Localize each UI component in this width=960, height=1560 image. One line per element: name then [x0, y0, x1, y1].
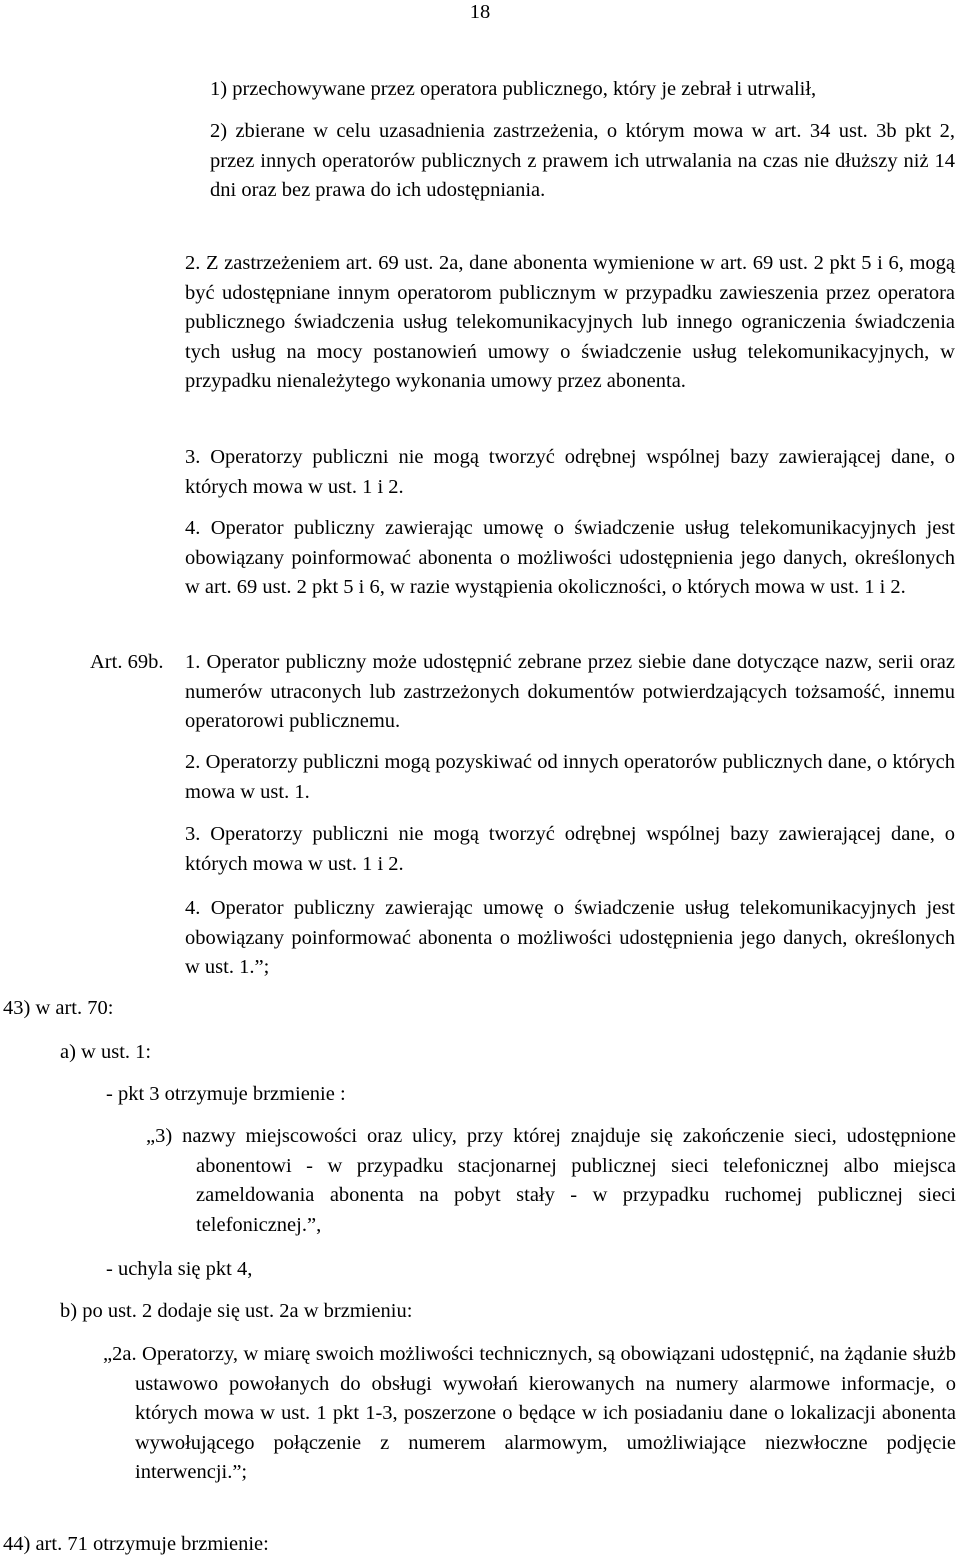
point-44-heading: 44) art. 71 otrzymuje brzmienie: [3, 1533, 269, 1555]
point-43-a-pkt3-heading: - pkt 3 otrzymuje brzmienie : [106, 1083, 346, 1105]
point-43-b-heading: b) po ust. 2 dodaje się ust. 2a w brzmieniu: [60, 1300, 413, 1322]
paragraph-1-item-2: 2) zbierane w celu uzasadnienia zastrzeżenia, o którym mowa w art. 34 ust. 3b pkt 2, przez innych operatorów publicznych z prawem ich utrwalania na czas nie dłuższy niż 14 dni oraz bez prawa do ich udostępniania. [210, 120, 955, 202]
quoted-ust-2a: „2a. Operatorzy, w miarę swoich możliwości technicznych, są obowiązani udostępnić, na żądanie służb ustawowo powołanych do obsługi wywołań kierowanych na numery alarmowe informacje, o których mowa w ust. 1 pkt 1-3, poszerzone o będące w ich posiadaniu dane o lokalizacji abonenta wywołującego połączenie z numerem alarmowym, umożliwiające niezwłoczne podjęcie interwencji.”; [103, 1343, 956, 1484]
point-43-heading: 43) w art. 70: [3, 997, 114, 1019]
paragraph-69a-ust-2-text: 2. Z zastrzeżeniem art. 69 ust. 2a, dane abonenta wymienione w art. 69 ust. 2 pkt 5 i 6, mogą być udostępniane innym operatorom publicznym w przypadku zawieszenia przez operatora publicznego świadczenia usług telekomunikacyjnych lub innego ograniczenia świadczenia tych usług na mocy postanowień umowy o świadczenie usług telekomunikacyjnych, w przypadku nienależytego wykonania umowy przez abonenta. [185, 252, 955, 393]
quoted-pkt-3: „3) nazwy miejscowości oraz ulicy, przy której znajduje się zakończenie sieci, udostępnione abonentowi - w przypadku stacjonarnej publicznej sieci telefonicznej albo miejsca zameldowania abonenta na pobyt stały - w przypadku ruchomej publicznej sieci telefonicznej.”, [146, 1125, 956, 1236]
paragraph-69a-ust-3: 3. Operatorzy publiczni nie mogą tworzyć odrębnej wspólnej bazy zawierającej dane, o których mowa w ust. 1 i 2. [185, 446, 955, 498]
paragraph-1-item-1: 1) przechowywane przez operatora publicznego, który je zebrał i utrwalił, [210, 78, 817, 100]
paragraph-69a-ust-4: 4. Operator publiczny zawierając umowę o świadczenie usług telekomunikacyjnych jest obowiązany poinformować abonenta o możliwości udostępnienia jego danych, określonych w art. 69 ust. 2 pkt 5 i 6, w razie wystąpienia okoliczności, o których mowa w ust. 1 i 2. [185, 517, 955, 599]
paragraph-69b-ust-1: 1. Operator publiczny może udostępnić zebrane przez siebie dane dotyczące nazw, serii oraz numerów utraconych lub zastrzeżonych dokumentów potwierdzających tożsamość, innemu operatorowi publicznemu. [185, 651, 955, 733]
paragraph-69b-ust-4: 4. Operator publiczny zawierając umowę o świadczenie usług telekomunikacyjnych jest obowiązany poinformować abonenta o możliwości udostępnienia jego danych, określonych w ust. 1.”; [185, 897, 955, 979]
paragraph-69b-ust-3: 3. Operatorzy publiczni nie mogą tworzyć odrębnej wspólnej bazy zawierającej dane, o których mowa w ust. 1 i 2. [185, 823, 955, 875]
paragraph-69a-ust-2 [185, 249, 955, 397]
paragraph-69b-ust-2: 2. Operatorzy publiczni mogą pozyskiwać od innych operatorów publicznych dane, o których mowa w ust. 1. [185, 751, 955, 803]
point-43-a-heading: a) w ust. 1: [60, 1041, 152, 1063]
article-69b-label: Art. 69b. [90, 651, 164, 673]
repeal-pkt-4: - uchyla się pkt 4, [106, 1258, 253, 1280]
page-number: 18 [469, 1, 491, 23]
